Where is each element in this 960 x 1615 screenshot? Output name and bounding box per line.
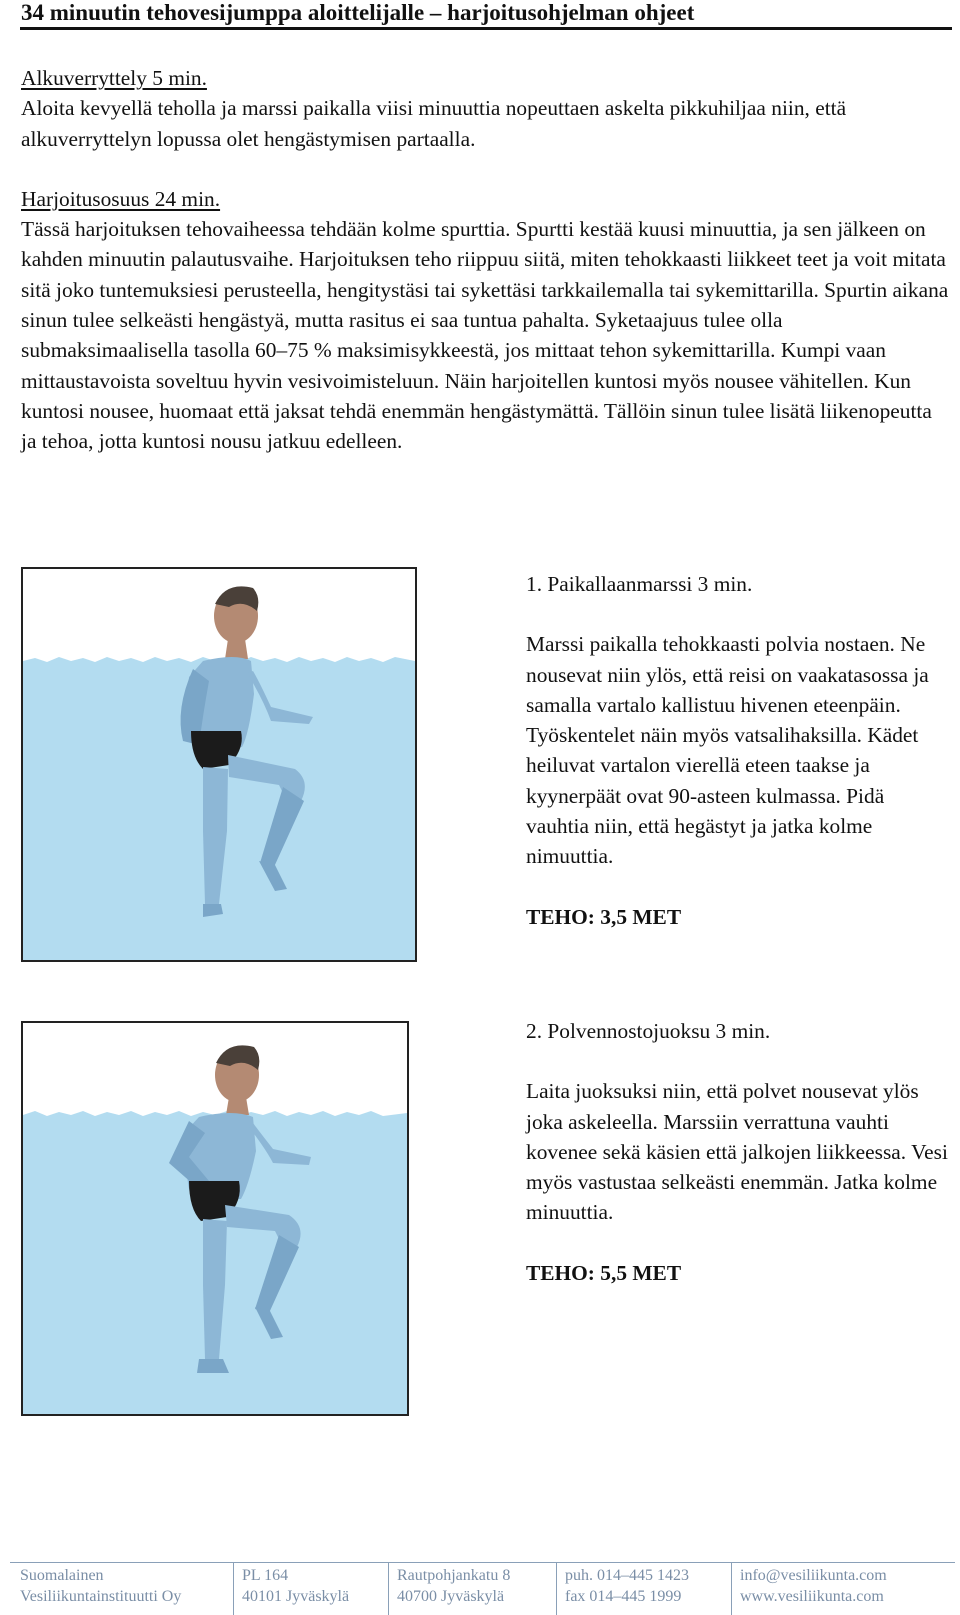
water-figure-image bbox=[23, 569, 415, 960]
footer-phone-line1: puh. 014–445 1423 bbox=[565, 1567, 689, 1584]
footer-phone-line2: fax 014–445 1999 bbox=[565, 1588, 682, 1605]
warmup-text: Aloita kevyellä teholla ja marssi paikalla viisi minuuttia nopeuttaen askelta pikkuhiljaa niin, että alkuverryttelyn lopussa olet hengästymisen partaalla. bbox=[21, 96, 847, 151]
title-divider bbox=[20, 27, 952, 30]
exercise-2-title: 2. Polvennostojuoksu 3 min. bbox=[526, 1019, 771, 1043]
footer-email-web bbox=[731, 1563, 955, 1615]
knee-raise-run-illustration bbox=[21, 1021, 409, 1416]
marching-illustration bbox=[21, 567, 417, 962]
footer-company-line1: Suomalainen bbox=[20, 1567, 104, 1584]
footer-phone bbox=[556, 1563, 731, 1615]
intro-section bbox=[21, 63, 951, 457]
water-figure-image bbox=[23, 1023, 407, 1414]
exercise-1-intensity: TEHO: 3,5 MET bbox=[526, 904, 682, 929]
footer-postbox-line2: 40101 Jyväskylä bbox=[242, 1588, 350, 1605]
footer-postbox bbox=[233, 1563, 388, 1615]
footer-street-address bbox=[388, 1563, 556, 1615]
footer-contact-bar bbox=[10, 1562, 955, 1615]
warmup-heading: Alkuverryttely 5 min. bbox=[21, 66, 207, 90]
exercise-2-intensity: TEHO: 5,5 MET bbox=[526, 1260, 682, 1285]
page-title: 34 minuutin tehovesijumppa aloittelijalle – harjoitusohjelman ohjeet bbox=[21, 0, 695, 25]
workout-heading: Harjoitusosuus 24 min. bbox=[21, 186, 221, 211]
footer-company bbox=[10, 1563, 233, 1615]
exercise-1-description bbox=[526, 569, 951, 932]
footer-website-link[interactable]: www.vesiliikunta.com bbox=[740, 1588, 884, 1605]
workout-text: Tässä harjoituksen tehovaiheessa tehdään kolme spurttia. Spurtti kestää kuusi minuuttia, ja sen jälkeen on kahden minuutin palautusvaihe. Harjoituksen teho riippuu siitä, miten tehokkaasti liikkeet teet ja voit mitata sitä joko tuntemuksiesi perusteella, hengitystäsi tai sykettäsi tarkkailemalla tai sykemittarilla. Spurtin aikana sinun tulee selkeästi hengästyä, mutta rasitus ei saa tuntua pahalta. Syketaajuus tulee olla submaksimaalisella tasolla 60–75 % maksimisykkeestä, jos mittaat tehon sykemittarilla. Kumpi vaan mittaustavoista soveltuu hyvin vesivoimisteluun. Näin harjoitellen kuntosi myös nousee vähitellen. Kun kuntosi nousee, huomaat että jaksat tehdä enemmän hengästymättä. Tällöin sinun tulee lisätä liikenopeutta ja tehoa, jotta kuntosi nousu jatkuu edelleen. bbox=[21, 217, 949, 454]
footer-street-line2: 40700 Jyväskylä bbox=[397, 1588, 505, 1605]
exercise-2-description bbox=[526, 1016, 951, 1288]
footer-street-line1: Rautpohjankatu 8 bbox=[397, 1567, 511, 1584]
footer-email-link[interactable]: info@vesiliikunta.com bbox=[740, 1567, 887, 1584]
footer-postbox-line1: PL 164 bbox=[242, 1567, 289, 1584]
footer-company-line2: Vesiliikuntainstituutti Oy bbox=[20, 1588, 182, 1605]
exercise-1-text: Marssi paikalla tehokkaasti polvia nostaen. Ne nousevat niin ylös, että reisi on vaakatasossa ja samalla vartalo kallistuu hivenen eteenpäin. Työskentelet näin myös vatsalihaksilla. Kädet heiluvat vartalon vierellä eteen taakse ja kyynerpäät ovat 90-asteen kulmassa. Pidä vauhtia niin, että hegästyt ja jatka kolme nimuuttia. bbox=[526, 632, 929, 869]
exercise-2-text: Laita juoksuksi niin, että polvet nousevat ylös joka askeleella. Marssiin verrattuna vauhti kovenee sekä käsien että jalkojen liikkeessa. Vesi myös vastustaa selkeästi enemmän. Jatka kolme minuuttia. bbox=[526, 1079, 948, 1225]
exercise-1-title: 1. Paikallaanmarssi 3 min. bbox=[526, 572, 753, 596]
